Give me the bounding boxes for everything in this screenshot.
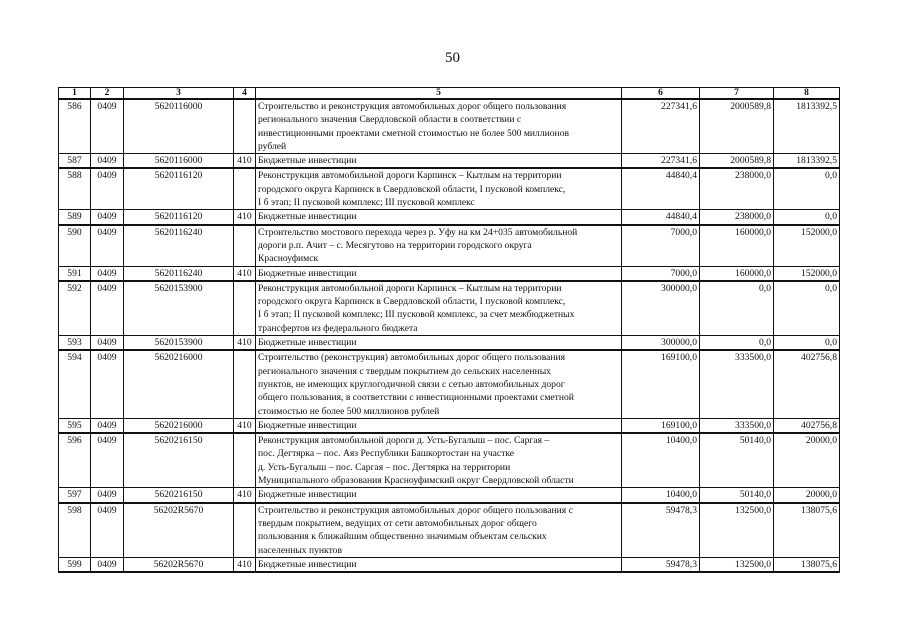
row-amount-col-8: 0,0 <box>774 336 840 351</box>
table-row <box>59 336 840 351</box>
row-amount-col-8: 152000,0 <box>774 266 840 281</box>
description-line: Строительство и реконструкция автомобильных дорог общего пользования <box>258 101 567 112</box>
description-line: стоимостью не более 500 миллионов рублей <box>258 405 440 417</box>
table-row <box>59 503 840 558</box>
row-expense-type <box>234 433 256 488</box>
row-section: 0409 <box>91 210 124 225</box>
description-line: городского округа Карпинск в Свердловской области, I пусковой комплекс, <box>258 183 566 195</box>
row-amount-col-6: 59478,3 <box>622 557 700 572</box>
row-amount-col-8: 1813392,5 <box>774 154 840 169</box>
budget-table <box>58 87 840 573</box>
row-expense-type <box>234 225 256 266</box>
row-expense-type: 410 <box>234 418 256 433</box>
description-line: Красноуфимск <box>258 253 319 265</box>
row-description <box>256 418 622 433</box>
row-expense-type <box>234 99 256 154</box>
row-target-code: 5620116000 <box>124 154 234 169</box>
header-col-3: 3 <box>124 88 234 100</box>
header-col-7: 7 <box>700 88 774 100</box>
row-description <box>256 503 622 558</box>
description-line: Муниципального образования Красноуфимский округ Свердловской области <box>258 475 574 487</box>
description-line: Бюджетные инвестиции <box>258 267 357 279</box>
table-body <box>59 99 840 572</box>
row-amount-col-6: 300000,0 <box>622 336 700 351</box>
row-section: 0409 <box>91 350 124 418</box>
row-expense-type: 410 <box>234 266 256 281</box>
description-line: инвестиционными проектами сметной стоимостью не более 500 миллионов <box>258 127 570 139</box>
row-section: 0409 <box>91 154 124 169</box>
description-line: трансфертов из федерального бюджета <box>258 322 418 334</box>
row-amount-col-7: 238000,0 <box>700 168 774 209</box>
row-description <box>256 225 622 266</box>
row-amount-col-8: 20000,0 <box>774 433 840 488</box>
row-amount-col-7: 0,0 <box>700 336 774 351</box>
row-description <box>256 168 622 209</box>
row-amount-col-7: 132500,0 <box>700 557 774 572</box>
row-amount-col-7: 238000,0 <box>700 210 774 225</box>
row-expense-type <box>234 503 256 558</box>
description-line: пользования к ближайшим общественно значимым объектам сельских <box>258 531 547 543</box>
row-amount-col-7: 333500,0 <box>700 350 774 418</box>
row-amount-col-7: 50140,0 <box>700 488 774 503</box>
row-amount-col-6: 7000,0 <box>622 225 700 266</box>
description-line: Бюджетные инвестиции <box>258 489 357 501</box>
description-line: Бюджетные инвестиции <box>258 558 357 570</box>
row-target-code: 5620153900 <box>124 281 234 336</box>
row-number: 594 <box>59 350 91 418</box>
row-amount-col-8: 138075,6 <box>774 503 840 558</box>
row-expense-type: 410 <box>234 557 256 572</box>
row-number: 596 <box>59 433 91 488</box>
row-expense-type: 410 <box>234 154 256 169</box>
description-line: Реконструкция автомобильной дороги д. Усть-Бугалыш – пос. Саргая – <box>258 435 550 447</box>
description-line: населенных пунктов <box>258 544 342 556</box>
row-target-code: 5620216150 <box>124 488 234 503</box>
row-number: 592 <box>59 281 91 336</box>
row-description <box>256 336 622 351</box>
row-number: 588 <box>59 168 91 209</box>
row-number: 589 <box>59 210 91 225</box>
header-col-5: 5 <box>256 88 622 100</box>
row-expense-type <box>234 168 256 209</box>
row-expense-type: 410 <box>234 488 256 503</box>
description-line: пунктов, не имеющих круглогодичной связи с сетью автомобильных дорог <box>258 378 565 390</box>
row-section: 0409 <box>91 336 124 351</box>
row-number: 586 <box>59 99 91 154</box>
description-line: Бюджетные инвестиции <box>258 155 357 167</box>
description-line: Реконструкция автомобильной дороги Карпинск – Кытлым на территории <box>258 170 562 182</box>
row-target-code: 5620216000 <box>124 418 234 433</box>
header-col-2: 2 <box>91 88 124 100</box>
row-section: 0409 <box>91 281 124 336</box>
row-amount-col-6: 227341,6 <box>622 154 700 169</box>
table-row <box>59 266 840 281</box>
table-row <box>59 154 840 169</box>
row-amount-col-8: 0,0 <box>774 168 840 209</box>
description-line: Бюджетные инвестиции <box>258 211 357 223</box>
row-amount-col-7: 132500,0 <box>700 503 774 558</box>
row-description <box>256 266 622 281</box>
row-number: 599 <box>59 557 91 572</box>
row-amount-col-7: 50140,0 <box>700 433 774 488</box>
description-line: городского округа Карпинск в Свердловской области, I пусковой комплекс, <box>258 296 566 308</box>
description-line: I б этап; II пусковой комплекс; III пусковой комплекс, за счет межбюджетных <box>258 309 575 321</box>
description-line: Бюджетные инвестиции <box>258 419 357 431</box>
description-line: Бюджетные инвестиции <box>258 337 357 349</box>
row-amount-col-6: 300000,0 <box>622 281 700 336</box>
row-section: 0409 <box>91 503 124 558</box>
row-amount-col-6: 169100,0 <box>622 350 700 418</box>
header-col-8: 8 <box>774 88 840 100</box>
row-number: 593 <box>59 336 91 351</box>
row-description <box>256 281 622 336</box>
description-line: пос. Дегтярка – пос. Аяз Республики Башкортостан на участке <box>258 448 515 460</box>
row-amount-col-8: 0,0 <box>774 281 840 336</box>
row-number: 587 <box>59 154 91 169</box>
row-amount-col-7: 2000589,8 <box>700 154 774 169</box>
row-number: 591 <box>59 266 91 281</box>
row-description <box>256 350 622 418</box>
description-line: регионального значения Свердловской области в соответствии с <box>258 114 522 126</box>
row-amount-col-8: 402756,8 <box>774 350 840 418</box>
description-line: д. Усть-Бугалыш – пос. Саргая – пос. Дегтярка на территории <box>258 461 511 473</box>
description-line: Строительство (реконструкция) автомобильных дорог общего пользования <box>258 352 566 364</box>
row-number: 597 <box>59 488 91 503</box>
row-section: 0409 <box>91 488 124 503</box>
row-target-code: 5620116120 <box>124 168 234 209</box>
row-expense-type: 410 <box>234 210 256 225</box>
row-amount-col-8: 402756,8 <box>774 418 840 433</box>
description-line: рублей <box>258 140 287 152</box>
row-expense-type: 410 <box>234 336 256 351</box>
row-section: 0409 <box>91 557 124 572</box>
row-amount-col-6: 10400,0 <box>622 433 700 488</box>
row-description <box>256 210 622 225</box>
row-target-code: 5620216150 <box>124 433 234 488</box>
row-target-code: 5620116240 <box>124 266 234 281</box>
row-number: 598 <box>59 503 91 558</box>
row-amount-col-8: 1813392,5 <box>774 99 840 154</box>
table-row <box>59 433 840 488</box>
description-line: Реконструкция автомобильной дороги Карпинск – Кытлым на территории <box>258 282 562 294</box>
row-amount-col-6: 44840,4 <box>622 210 700 225</box>
row-description <box>256 433 622 488</box>
row-target-code: 5620153900 <box>124 336 234 351</box>
table-header <box>59 88 840 100</box>
header-col-6: 6 <box>622 88 700 100</box>
row-amount-col-7: 160000,0 <box>700 225 774 266</box>
row-target-code: 5620116000 <box>124 99 234 154</box>
row-amount-col-7: 333500,0 <box>700 418 774 433</box>
table-row <box>59 99 840 154</box>
row-section: 0409 <box>91 418 124 433</box>
row-target-code: 5620116240 <box>124 225 234 266</box>
description-line: твердым покрытием, ведущих от сети автомобильных дорог общего <box>258 517 537 529</box>
row-section: 0409 <box>91 225 124 266</box>
row-amount-col-6: 44840,4 <box>622 168 700 209</box>
row-amount-col-6: 10400,0 <box>622 488 700 503</box>
row-description <box>256 99 622 154</box>
row-number: 590 <box>59 225 91 266</box>
description-line: общего пользования, в соответствии с инвестиционными проектами сметной <box>258 392 574 404</box>
row-section: 0409 <box>91 266 124 281</box>
row-number: 595 <box>59 418 91 433</box>
row-section: 0409 <box>91 433 124 488</box>
row-amount-col-7: 2000589,8 <box>700 99 774 154</box>
row-amount-col-8: 152000,0 <box>774 225 840 266</box>
row-amount-col-6: 7000,0 <box>622 266 700 281</box>
row-target-code: 5620216000 <box>124 350 234 418</box>
row-expense-type <box>234 281 256 336</box>
row-amount-col-6: 169100,0 <box>622 418 700 433</box>
description-line: Строительство мостового перехода через р. Уфу на км 24+035 автомобильной <box>258 226 578 238</box>
row-target-code: 56202R5670 <box>124 503 234 558</box>
row-amount-col-8: 0,0 <box>774 210 840 225</box>
row-description <box>256 557 622 572</box>
table-row <box>59 418 840 433</box>
table-row <box>59 350 840 418</box>
table-row <box>59 488 840 503</box>
row-section: 0409 <box>91 99 124 154</box>
row-amount-col-8: 20000,0 <box>774 488 840 503</box>
description-line: I б этап; II пусковой комплекс; III пусковой комплекс <box>258 197 475 209</box>
row-description <box>256 488 622 503</box>
row-target-code: 56202R5670 <box>124 557 234 572</box>
row-section: 0409 <box>91 168 124 209</box>
table-row <box>59 210 840 225</box>
table-row <box>59 557 840 572</box>
row-amount-col-7: 0,0 <box>700 281 774 336</box>
description-line: Строительство и реконструкция автомобильных дорог общего пользования с <box>258 504 573 516</box>
table-row <box>59 281 840 336</box>
row-amount-col-8: 138075,6 <box>774 557 840 572</box>
table-row <box>59 168 840 209</box>
row-amount-col-7: 160000,0 <box>700 266 774 281</box>
row-expense-type <box>234 350 256 418</box>
description-line: регионального значения с твердым покрытием до сельских населенных <box>258 365 551 377</box>
row-description <box>256 154 622 169</box>
page-number: 50 <box>445 50 460 66</box>
table-row <box>59 225 840 266</box>
header-col-1: 1 <box>59 88 91 100</box>
row-amount-col-6: 227341,6 <box>622 99 700 154</box>
row-amount-col-6: 59478,3 <box>622 503 700 558</box>
header-col-4: 4 <box>234 88 256 100</box>
row-target-code: 5620116120 <box>124 210 234 225</box>
description-line: дороги р.п. Ачит – с. Месягутово на территории городского округа <box>258 239 532 251</box>
